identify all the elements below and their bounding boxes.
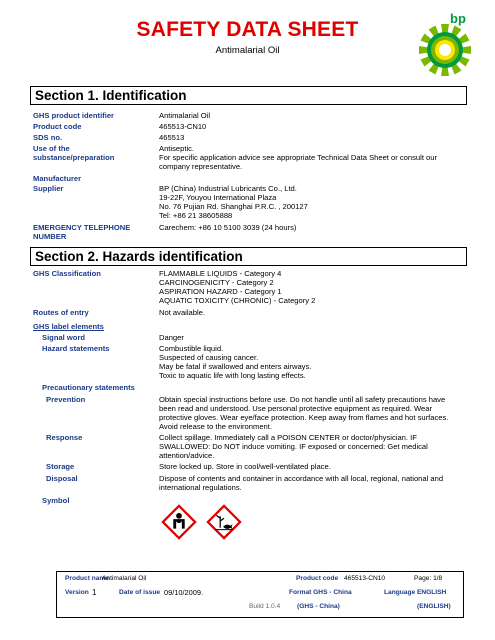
value-response: Collect spillage. Immediately call a POISON CENTER or doctor/physician. IF SWALLOWED: Do NOT induce vomiting. IF exposed or concerned: Get medical attention/advice.: [159, 433, 428, 460]
value-hazard-statements: Combustible liquid. Suspected of causing cancer. May be fatal if swallowed and enters airways. Toxic to aquatic life with long lasting effects.: [159, 344, 312, 380]
label-precautionary-statements: Precautionary statements: [42, 383, 135, 392]
label-storage: Storage: [46, 462, 75, 471]
label-ghs-classification: GHS Classification: [33, 269, 101, 278]
label-ghs-product-identifier: GHS product identifier: [33, 111, 115, 120]
document-title: SAFETY DATA SHEET: [136, 18, 359, 41]
footer-version: 1: [92, 588, 97, 597]
label-sds-no: SDS no.: [33, 133, 63, 142]
footer-product-code-label: Product code: [296, 575, 339, 582]
footer-product-name-label: Product name: [65, 575, 109, 582]
footer-format: Format GHS - China: [289, 589, 352, 596]
footer-build: Build 1.0.4: [249, 603, 281, 610]
footer-language-sub: (ENGLISH): [417, 603, 451, 610]
value-disposal: Dispose of contents and container in accordance with all local, regional, national and international regulations.: [159, 474, 444, 492]
footer-date-label: Date of issue: [119, 589, 161, 596]
footer-product-name: Antimalarial Oil: [102, 575, 147, 582]
value-storage: Store locked up. Store in cool/well-ventilated place.: [159, 462, 331, 471]
footer-date: 09/10/2009.: [164, 588, 204, 597]
value-signal-word: Danger: [159, 333, 184, 342]
health-hazard-icon: [160, 503, 198, 541]
label-manufacturer: Manufacturer: [33, 174, 82, 183]
value-product-code: 465513-CN10: [159, 122, 207, 131]
label-use: Use of the substance/preparation: [33, 144, 115, 162]
label-product-code: Product code: [33, 122, 82, 131]
footer-language: Language ENGLISH: [384, 589, 447, 596]
footer-product-code: 465513-CN10: [344, 575, 386, 582]
value-routes-of-entry: Not available.: [159, 308, 206, 317]
value-ghs-classification: FLAMMABLE LIQUIDS - Category 4 CARCINOGENICITY - Category 2 ASPIRATION HAZARD - Category 1 AQUATIC TOXICITY (CHRONIC) - Category 2: [159, 269, 316, 305]
document-footer: [56, 571, 464, 618]
environment-icon: [205, 503, 243, 541]
section-1-heading: Section 1. Identification: [30, 86, 467, 105]
value-supplier: BP (China) Industrial Lubricants Co., Ltd. 19-22F, Youyou International Plaza No. 76 Pujian Rd. Shanghai P.R.C. , 200127 Tel: +86 21 38605888: [159, 184, 308, 220]
label-response: Response: [46, 433, 83, 442]
label-symbol: Symbol: [42, 496, 70, 505]
document-product-name: Antimalarial Oil: [215, 45, 280, 56]
value-ghs-product-identifier: Antimalarial Oil: [159, 111, 211, 120]
label-supplier: Supplier: [33, 184, 64, 193]
value-use: Antiseptic. For specific application advice see appropriate Technical Data Sheet or consult our company representative.: [159, 144, 438, 171]
footer-page: Page: 1/8: [414, 575, 443, 582]
label-hazard-statements: Hazard statements: [42, 344, 110, 353]
bp-logo: [412, 12, 478, 76]
value-emergency-telephone: Carechem: +86 10 5100 3039 (24 hours): [159, 223, 297, 232]
label-prevention: Prevention: [46, 395, 86, 404]
link-ghs-label-elements[interactable]: GHS label elements: [33, 322, 104, 331]
section-2-heading: Section 2. Hazards identification: [30, 247, 467, 266]
label-emergency-telephone: EMERGENCY TELEPHONE NUMBER: [33, 223, 131, 241]
value-sds-no: 465513: [159, 133, 185, 142]
footer-format-sub: (GHS - China): [297, 603, 340, 610]
label-disposal: Disposal: [46, 474, 78, 483]
svg-text:bp: bp: [450, 12, 466, 26]
label-signal-word: Signal word: [42, 333, 86, 342]
value-prevention: Obtain special instructions before use. Do not handle until all safety precautions have been read and understood. Use personal protective equipment as required. Wear protective gloves. Wear eye/face protection. Keep away from flames and hot surfaces. Avoid release to the environment.: [159, 395, 449, 431]
footer-version-label: Version: [65, 589, 89, 596]
label-routes-of-entry: Routes of entry: [33, 308, 89, 317]
